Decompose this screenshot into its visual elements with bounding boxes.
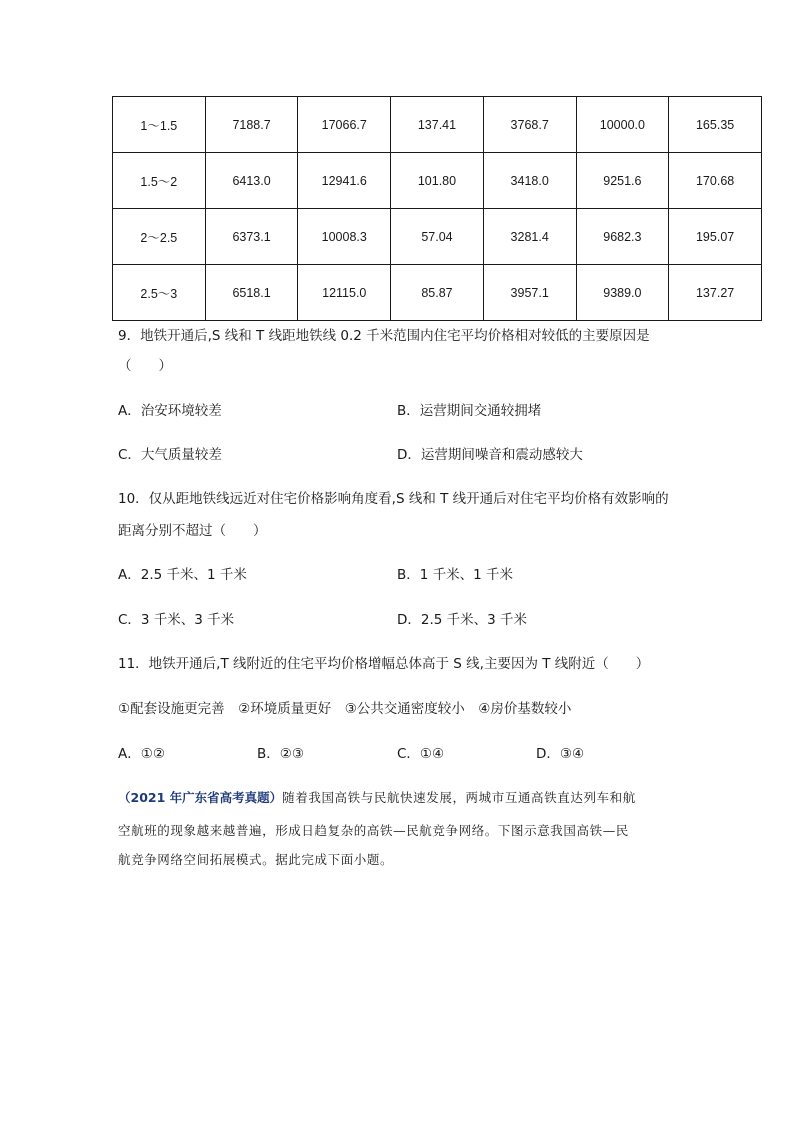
table-row (113, 153, 762, 209)
q10-option-a: A．2.5 千米、1 千米 (118, 567, 247, 583)
table-cell: 101.80 (391, 153, 484, 209)
intro-line-1 (118, 789, 636, 807)
q11-option-b: B．②③ (257, 746, 304, 762)
table-cell: 12115.0 (298, 265, 391, 321)
q9-option-c: C．大气质量较差 (118, 447, 222, 463)
table-cell: 2.5～3 (113, 265, 206, 321)
table-row (113, 209, 762, 265)
source-label: （2021 年广东省高考真题） (118, 790, 283, 805)
q11-option-d: D．③④ (536, 746, 585, 762)
table-cell: 17066.7 (298, 97, 391, 153)
table-cell: 10000.0 (576, 97, 669, 153)
table-cell: 6373.1 (205, 209, 298, 265)
table-cell: 165.35 (669, 97, 762, 153)
table-cell: 57.04 (391, 209, 484, 265)
table-cell: 3957.1 (483, 265, 576, 321)
table-cell: 7188.7 (205, 97, 298, 153)
table-cell: 195.07 (669, 209, 762, 265)
q9-option-b: B．运营期间交通较拥堵 (397, 403, 542, 419)
q10-stem-cont: 距离分别不超过（ ） (118, 523, 267, 539)
q11-option-a: A．①② (118, 746, 165, 762)
q9-option-d: D．运营期间噪音和震动感较大 (397, 447, 583, 463)
table-cell: 12941.6 (298, 153, 391, 209)
table-cell: 1.5～2 (113, 153, 206, 209)
q9-stem: 9．地铁开通后,S 线和 T 线距地铁线 0.2 千米范围内住宅平均价格相对较低的主要原因是 (118, 328, 650, 344)
table-cell: 6413.0 (205, 153, 298, 209)
table-cell: 1～1.5 (113, 97, 206, 153)
table-row (113, 265, 762, 321)
intro-text: 随着我国高铁与民航快速发展，两城市互通高铁直达列车和航 (282, 790, 636, 805)
q10-stem: 10．仅从距地铁线远近对住宅价格影响角度看,S 线和 T 线开通后对住宅平均价格有效影响的 (118, 491, 669, 507)
q9-option-a: A．治安环境较差 (118, 403, 222, 419)
table-cell: 85.87 (391, 265, 484, 321)
table-cell: 170.68 (669, 153, 762, 209)
table-cell: 2～2.5 (113, 209, 206, 265)
q10-option-c: C．3 千米、3 千米 (118, 612, 235, 628)
table-cell: 9389.0 (576, 265, 669, 321)
table-cell: 9251.6 (576, 153, 669, 209)
table-cell: 3281.4 (483, 209, 576, 265)
table-row (113, 97, 762, 153)
table-cell: 3768.7 (483, 97, 576, 153)
table-cell: 6518.1 (205, 265, 298, 321)
q11-stem: 11．地铁开通后,T 线附近的住宅平均价格增幅总体高于 S 线,主要因为 T 线附近（ ） (118, 656, 650, 672)
table-cell: 10008.3 (298, 209, 391, 265)
price-table (112, 96, 762, 321)
table-cell: 137.41 (391, 97, 484, 153)
table-cell: 137.27 (669, 265, 762, 321)
q9-blank: （ ） (118, 358, 172, 374)
table-cell: 9682.3 (576, 209, 669, 265)
q11-statements: ①配套设施更完善 ②环境质量更好 ③公共交通密度较小 ④房价基数较小 (118, 701, 572, 717)
q10-option-b: B．1 千米、1 千米 (397, 567, 514, 583)
intro-line-2: 空航班的现象越来越普遍，形成日趋复杂的高铁—民航竞争网络。下图示意我国高铁—民 (118, 823, 629, 838)
q11-option-c: C．①④ (397, 746, 445, 762)
q10-option-d: D．2.5 千米、3 千米 (397, 612, 528, 628)
table-cell: 3418.0 (483, 153, 576, 209)
intro-line-3: 航竞争网络空间拓展模式。据此完成下面小题。 (118, 852, 394, 867)
